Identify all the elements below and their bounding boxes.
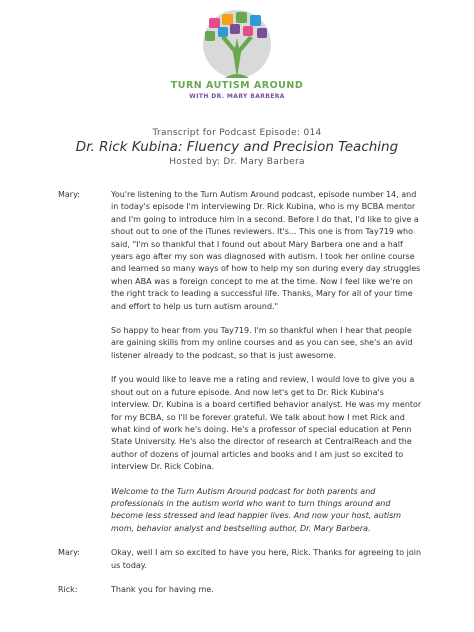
turn-body (111, 189, 423, 535)
transcript-paragraph: So happy to hear from you Tay719. I'm so thankful when I hear that people are gaining skills from my online courses and as you can see, she's an avid listener already to the podcast, so that is just awesome. (111, 326, 413, 360)
brand-title: TURN AUTISM AROUND (170, 80, 304, 91)
speaker-name: Mary: (58, 190, 80, 199)
transcript-turn (0, 584, 474, 596)
episode-label: Transcript for Podcast Episode: 014 (152, 128, 322, 138)
transcript-paragraph: Thank you for having me. (111, 584, 214, 594)
transcript-paragraph: If you would like to leave me a rating and review, I would love to give you a shout out on a future episode. And now let's get to Dr. Rick Kubina's interview. Dr. Kubina is a board certified behavior analyst. He was my mentor for my BCBA, so I'll be forever grateful. We talk about how I met Rick and what kind of work he's doing. He's a professor of special education at Penn State University. He's also the director of research at CentralReach and the author of dozens of journal articles and books and I am just so excited to interview Dr. Rick Cobina. (111, 375, 422, 472)
transcript (0, 189, 474, 608)
transcript-paragraph: You're listening to the Turn Autism Around podcast, episode number 14, and in today's episode I'm interviewing Dr. Rick Kubina, who is my BCBA mentor and I'm going to introduce him in a second. Before I do that, I'd like to give a shout out to one of the iTunes reviewers. It's... This one is from Tay719 who said, "I'm so thankful that I found out about Mary Barbera one and a half years ago after my son was diagnosed with autism. I took her online course and learned so many ways of how to help my son during every day struggles when ABA was a foreign concept to me at the time. Now I feel like we're on the right track to leading a successful life. Thanks, Mary for all of your time and effort to help us turn autism around." (111, 190, 421, 311)
transcript-turn (0, 189, 474, 535)
transcript-turn (0, 547, 474, 572)
turn-body (111, 547, 423, 572)
host-label: Hosted by: Dr. Mary Barbera (169, 157, 305, 167)
brand-subtitle: WITH DR. MARY BARBERA (189, 93, 285, 100)
speaker-name: Rick: (58, 584, 78, 594)
turn-body (111, 584, 423, 596)
intro-voiceover-paragraph: Welcome to the Turn Autism Around podcast for both parents and professionals in the autism world who want to turn things around and become less stressed and lead happier lives. And now your host, autism mom, behavior analyst and bestselling author, Dr. Mary Barbera. (111, 486, 402, 533)
page-title: Dr. Rick Kubina: Fluency and Precision Teaching (75, 139, 399, 155)
transcript-paragraph: Okay, well I am so excited to have you here, Rick. Thanks for agreeing to join us today. (111, 548, 422, 570)
speaker-name: Mary: (58, 548, 80, 558)
